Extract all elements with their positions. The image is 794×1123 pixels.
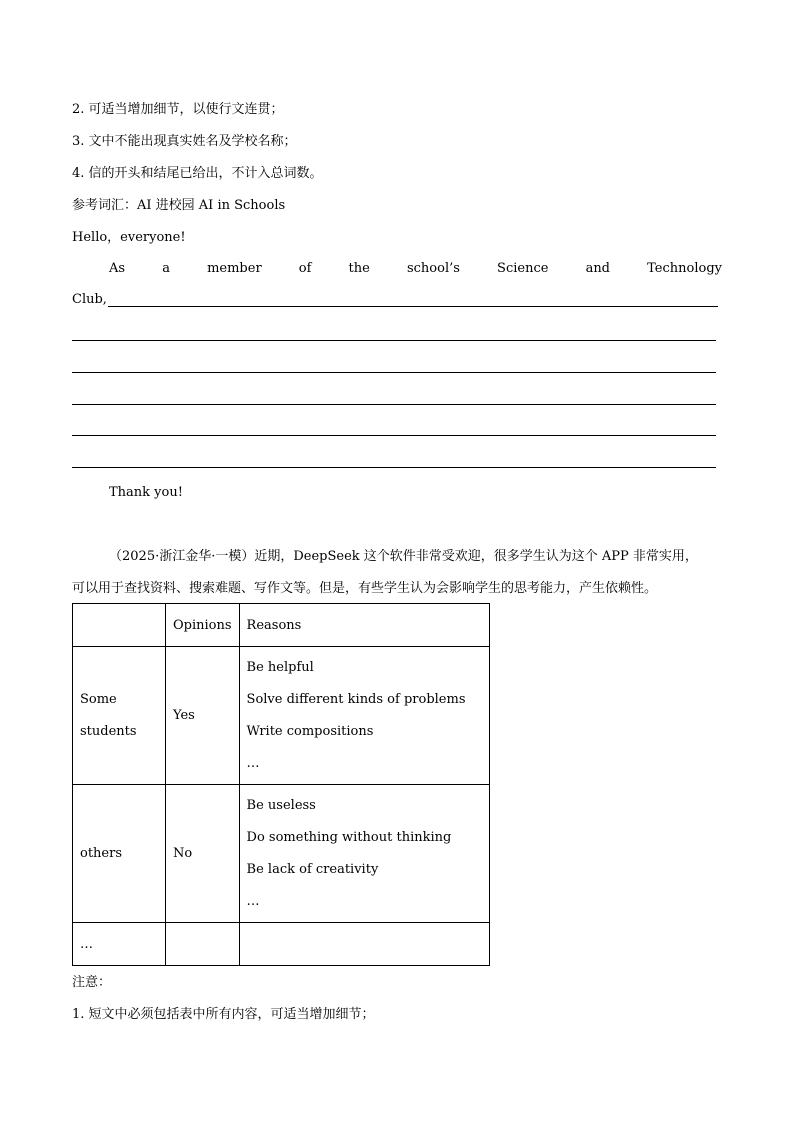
reason-item: Be useless <box>246 797 316 813</box>
requirement-3: 3. 文中不能出现真实姓名及学校名称； <box>72 134 297 149</box>
group-line: students <box>80 723 137 739</box>
task2-paragraph-line2: 可以用于查找资料、搜索难题、写作文等。但是，有些学生认为会影响学生的思考能力，产生依赖性。 <box>72 581 658 596</box>
answer-line[interactable] <box>72 435 716 436</box>
header-cell: Reasons <box>239 604 489 647</box>
vocab-hint: 参考词汇：AI 进校园 AI in Schools <box>72 198 286 213</box>
group-cell: others <box>73 785 166 923</box>
intro-sentence <box>109 260 722 278</box>
group-line: Some <box>80 691 117 707</box>
reasons-cell <box>239 647 489 785</box>
reason-item: Be lack of creativity <box>246 861 379 877</box>
task2-paragraph-line1: （2025·浙江金华·一模）近期，DeepSeek 这个软件非常受欢迎，很多学生认为这个 APP 非常实用， <box>109 549 698 564</box>
greeting: Hello，everyone! <box>72 230 186 245</box>
intro-word: of <box>298 261 312 276</box>
answer-line[interactable] <box>72 340 716 341</box>
intro-word: member <box>207 261 262 276</box>
answer-blank[interactable] <box>108 292 718 307</box>
answer-line[interactable] <box>72 467 716 468</box>
reasons-cell <box>239 785 489 923</box>
notes-title: 注意： <box>72 975 112 990</box>
answer-line[interactable] <box>72 404 716 405</box>
reason-item: … <box>246 755 260 771</box>
opinions-table <box>72 603 490 966</box>
reason-item: Solve different kinds of problems <box>246 691 466 707</box>
requirement-2: 2. 可适当增加细节，以使行文连贯； <box>72 102 284 117</box>
intro-word: Technology <box>647 261 722 276</box>
answer-line[interactable] <box>72 372 716 373</box>
intro-word: school’s <box>406 261 460 276</box>
closing: Thank you! <box>109 485 183 500</box>
header-cell: Opinions <box>166 604 240 647</box>
opinion-cell <box>166 923 240 966</box>
reasons-cell <box>239 923 489 966</box>
reason-item: Be helpful <box>246 659 314 675</box>
table-header-row <box>73 604 490 647</box>
note-1: 1. 短文中必须包括表中所有内容，可适当增加细节； <box>72 1007 375 1022</box>
table-row <box>73 647 490 785</box>
reason-item: Do something without thinking <box>246 829 452 845</box>
requirement-4: 4. 信的开头和结尾已给出，不计入总词数。 <box>72 166 323 181</box>
intro-word: a <box>162 261 170 276</box>
header-cell <box>73 604 166 647</box>
club-answer-line[interactable] <box>72 292 718 307</box>
group-cell <box>73 647 166 785</box>
group-cell: … <box>73 923 166 966</box>
intro-word: Science <box>497 261 549 276</box>
reason-item: Write compositions <box>246 723 374 739</box>
table-row <box>73 923 490 966</box>
intro-word: the <box>348 261 370 276</box>
opinion-cell: Yes <box>166 647 240 785</box>
intro-word: and <box>585 261 611 276</box>
intro-word: As <box>109 261 126 276</box>
reason-item: … <box>246 893 260 909</box>
table-row <box>73 785 490 923</box>
opinion-cell: No <box>166 785 240 923</box>
club-prefix: Club, <box>72 292 107 307</box>
